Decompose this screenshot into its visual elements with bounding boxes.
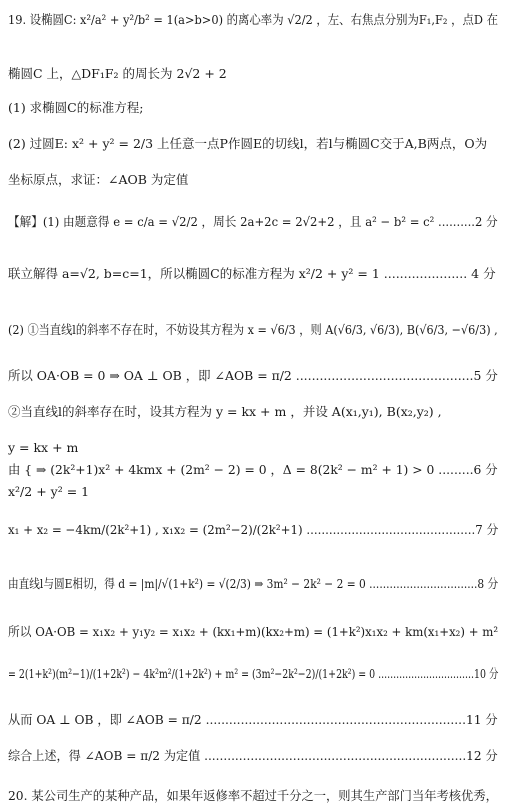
text-line-sol-6c: x²/2 + y² = 1 bbox=[8, 484, 90, 499]
text-line-q19-stem-1: 19. 设椭圆C: x²/a² + y²/b² = 1(a>b>0) 的离心率为 √2/2 ，左、右焦点分别为F₁,F₂ ，点D 在 bbox=[8, 12, 498, 27]
text-line-sol-8: 由直线l与圆E相切，得 d = |m|/√(1+k²) = √(2/3) ⇒ 3m² − 2k² − 2 = 0 ................................8 分 bbox=[8, 576, 499, 591]
text-line-sol-5: ②当直线l的斜率存在时，设其方程为 y = kx + m ，并设 A(x₁,y₁), B(x₂,y₂) , bbox=[8, 404, 442, 419]
text-line-sol-6a: y = kx + m bbox=[8, 440, 79, 455]
text-line-q19-part-2b: 坐标原点，求证：∠AOB 为定值 bbox=[8, 172, 189, 187]
text-line-sol-10: = 2(1+k²)(m²−1)/(1+2k²) − 4k²m²/(1+2k²) + m² = (3m²−2k²−2)/(1+2k²) = 0 ................................10 分 bbox=[8, 666, 499, 681]
text-line-q19-part-1: (1) 求椭圆C的标准方程; bbox=[8, 100, 144, 115]
text-line-sol-2: 联立解得 a=√2, b=c=1，所以椭圆C的标准方程为 x²/2 + y² = 1 ..................... 4 分 bbox=[8, 266, 496, 281]
text-line-q19-stem-2: 椭圆C 上，△DF₁F₂ 的周长为 2√2 + 2 bbox=[8, 66, 227, 81]
text-line-sol-4: 所以 OA·OB = 0 ⇒ OA ⊥ OB ，即 ∠AOB = π/2 .............................................5 分 bbox=[8, 368, 498, 383]
text-line-sol-9: 所以 OA·OB = x₁x₂ + y₁y₂ = x₁x₂ + (kx₁+m)(kx₂+m) = (1+k²)x₁x₂ + km(x₁+x₂) + m² bbox=[8, 624, 499, 639]
text-line-q19-part-2: (2) 过圆E: x² + y² = 2/3 上任意一点P作圆E的切线l，若l与椭圆C交于A,B两点，O为 bbox=[8, 136, 488, 151]
text-line-sol-11: 从而 OA ⊥ OB ，即 ∠AOB = π/2 ...................................................................11 分 bbox=[8, 712, 498, 727]
text-line-sol-1: 【解】(1) 由题意得 e = c/a = √2/2 ，周长 2a+2c = 2√2+2 ，且 a² − b² = c² ..........2 分 bbox=[8, 214, 498, 229]
text-line-sol-3: (2) ①当直线l的斜率不存在时，不妨设其方程为 x = √6/3 ，则 A(√6/3, √6/3), B(√6/3, −√6/3) , bbox=[8, 322, 498, 337]
text-line-q20: 20. 某公司生产的某种产品，如果年返修率不超过千分之一，则其生产部门当年考核优秀， bbox=[8, 788, 498, 803]
text-line-sol-6b: 由 { ⇒ (2k²+1)x² + 4kmx + (2m² − 2) = 0 ，Δ = 8(2k² − m² + 1) > 0 .........6 分 bbox=[8, 462, 498, 477]
text-line-sol-12: 综合上述，得 ∠AOB = π/2 为定值 ....................................................................12 分 bbox=[8, 748, 498, 763]
text-line-sol-7: x₁ + x₂ = −4km/(2k²+1) , x₁x₂ = (2m²−2)/(2k²+1) .............................................7 分 bbox=[8, 522, 499, 537]
